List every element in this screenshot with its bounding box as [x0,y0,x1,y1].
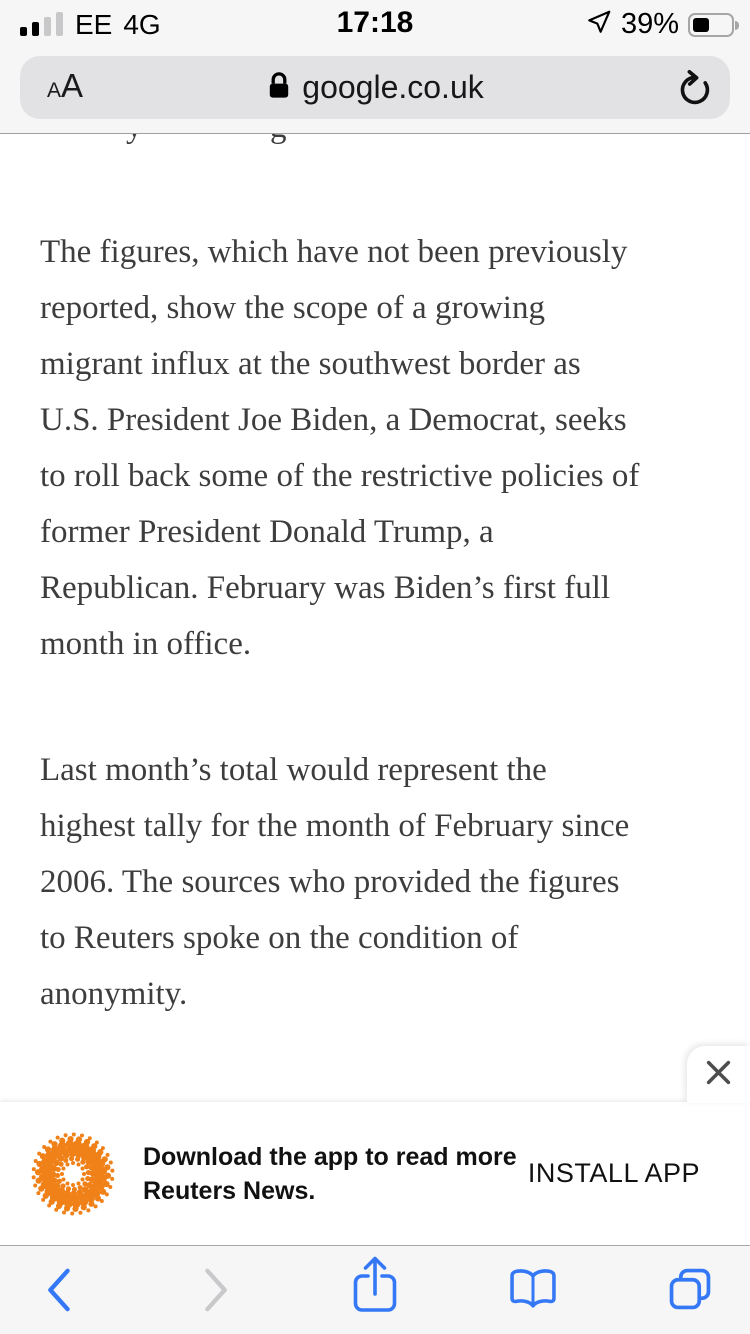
battery-icon [688,13,734,37]
article-line: to Reuters spoke on the condition of [40,920,519,956]
article-body [40,224,639,1022]
tabs-icon [666,1300,714,1317]
browser-toolbar [0,1245,750,1334]
article-line: 2006. The sources who provided the figures [40,864,620,900]
battery-fill [693,18,709,32]
open-book-icon [506,1298,560,1315]
article-line: The figures, which have not been previously [40,234,628,270]
url-domain: google.co.uk [302,69,484,105]
article-paragraph [40,742,639,1022]
address-bar[interactable] [20,56,730,119]
article-line: to roll back some of the restrictive policies of [40,458,640,494]
forward-button[interactable] [203,1267,231,1318]
article-line: highest tally for the month of February since [40,808,630,844]
location-services-icon [586,9,612,40]
app-install-banner[interactable] [0,1102,750,1245]
share-icon [351,1303,399,1320]
status-bar [0,0,750,44]
reuters-logo [31,1132,115,1216]
carrier-label: EE [75,9,113,40]
article-paragraph [40,224,639,672]
article-line: former President Donald Trump, a [40,514,494,550]
chevron-left-icon [44,1300,72,1317]
share-button[interactable] [351,1254,399,1321]
battery-nub [735,21,739,30]
text-size-small-a: A [47,79,62,102]
clipped-previous-line [0,135,750,150]
battery-percent-label: 39% [620,8,679,40]
banner-close-button[interactable] [687,1046,750,1103]
article-line: month in office. [40,626,252,662]
article-line: Last month’s total would represent the [40,752,547,788]
article-line: reported, show the scope of a growing [40,290,545,326]
banner-message-line: Download the app to read more [143,1142,517,1171]
install-app-button[interactable]: INSTALL APP [527,1158,700,1188]
text-size-large-a: A [61,67,84,104]
close-icon [705,1059,732,1091]
article-line: migrant influx at the southwest border as [40,346,581,382]
article-line: U.S. President Joe Biden, a Democrat, seeks [40,402,627,438]
status-time: 17:18 [336,6,414,39]
chevron-right-icon [203,1300,231,1317]
back-button[interactable] [44,1267,72,1318]
browser-chrome [0,0,750,134]
lock-icon [266,70,292,106]
bookmarks-button[interactable] [506,1266,560,1316]
reload-button[interactable] [676,70,710,109]
banner-message-line: Reuters News. [143,1176,316,1205]
banner-message [143,1140,517,1208]
network-type-label: 4G [123,9,161,40]
article-line: Republican. February was Biden’s first full [40,570,611,606]
tabs-button[interactable] [666,1265,714,1318]
article-line: anonymity. [40,976,188,1012]
